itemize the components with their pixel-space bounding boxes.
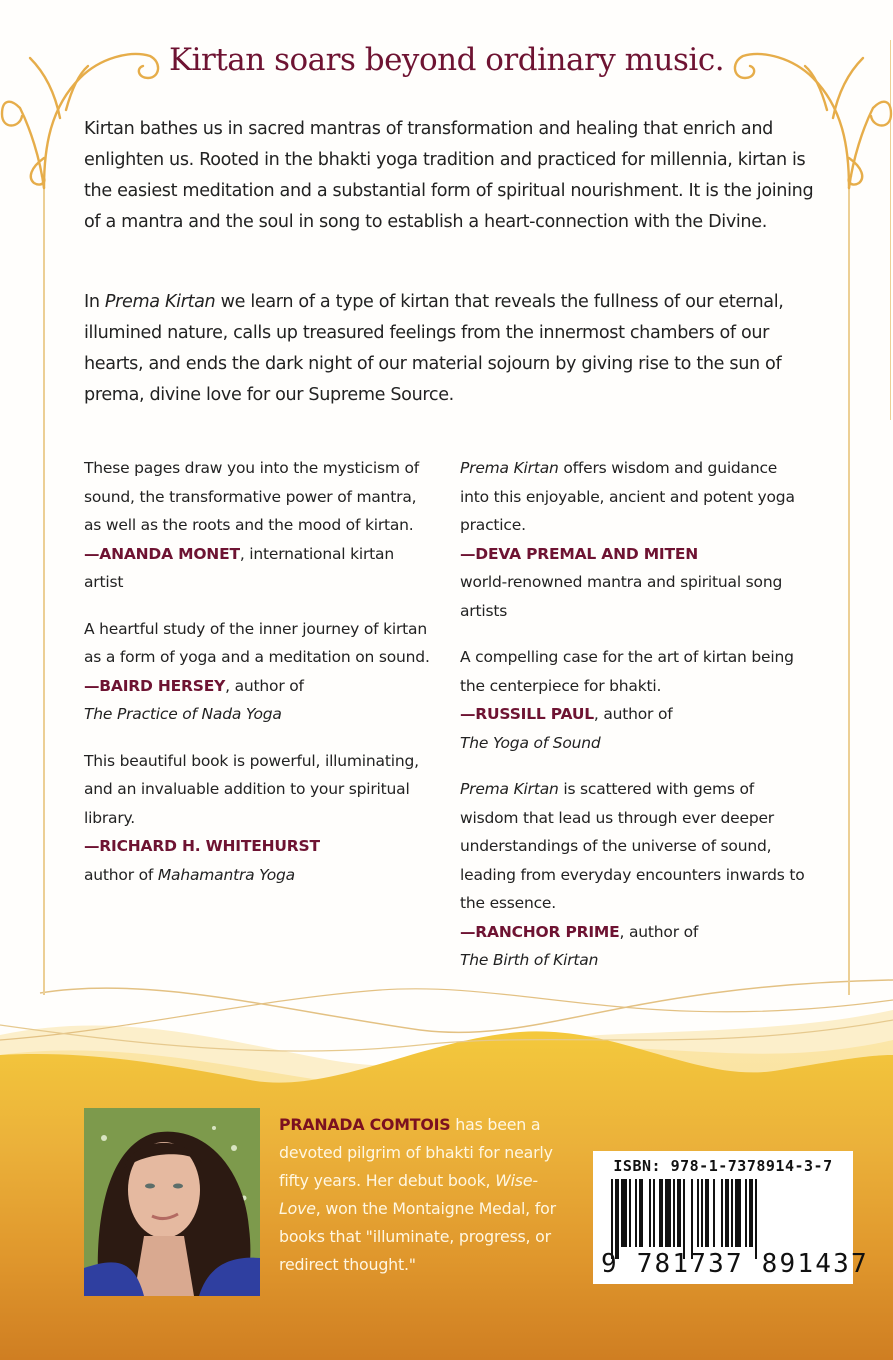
endorser-credit: world-renowned mantra and spiritual song artists	[460, 573, 783, 620]
endorsement-text	[460, 775, 810, 918]
endorsements-right-column	[460, 454, 810, 993]
endorser-name: —RUSSILL PAUL	[460, 705, 594, 723]
endorsement	[460, 454, 810, 625]
barcode-bar	[691, 1179, 693, 1259]
endorsement	[84, 454, 434, 597]
barcode-bar	[649, 1179, 651, 1247]
endorser-book-title: Mahamantra Yoga	[157, 865, 295, 884]
barcode-bar	[677, 1179, 681, 1247]
author-portrait-illustration	[84, 1108, 260, 1296]
barcode-bar	[697, 1179, 699, 1247]
author-bio-text-1: has been a devoted pilgrim of bhakti for nearly fifty years. Her debut book,	[279, 1115, 553, 1190]
intro-paragraph-1-text: Kirtan bathes us in sacred mantras of transformation and healing that enrich and enlighten us. Rooted in the bhakti yoga tradition and practiced for millennia, kirtan is the easiest meditation and a substantial form of spiritual nourishment. It is the joining of a mantra and the soul in song to establish a heart-connection with the Divine.	[84, 119, 814, 232]
intro-paragraph-2-text	[84, 287, 824, 411]
endorser-name: —BAIRD HERSEY	[84, 676, 226, 695]
barcode-bar	[639, 1179, 643, 1247]
frame-line-left	[43, 185, 45, 995]
endorsement-attribution	[460, 918, 810, 947]
barcode-bar	[635, 1179, 637, 1247]
barcode-bar	[659, 1179, 663, 1247]
book-title-italic: Prema Kirtan	[104, 292, 216, 312]
author-bio-text-2: , won the Montaigne Medal, for books that "illuminate, progress, or redirect thought."	[279, 1199, 556, 1274]
endorsement-attribution	[460, 700, 810, 729]
endorsement-attribution	[84, 540, 434, 597]
book-title-italic: Prema Kirtan	[460, 780, 559, 798]
endorsement	[460, 643, 810, 757]
author-photo	[84, 1108, 260, 1296]
endorser-book-title: The Practice of Nada Yoga	[84, 705, 282, 723]
endorsement-text: A heartful study of the inner journey of kirtan as a form of yoga and a meditation on sound.	[84, 619, 430, 666]
book-title-italic: Prema Kirtan	[460, 459, 559, 477]
barcode-bar	[725, 1179, 729, 1247]
barcode-bar	[735, 1179, 741, 1247]
endorser-credit: , author of	[619, 922, 699, 941]
frame-line-right	[848, 185, 850, 995]
intro-paragraph-2	[84, 287, 824, 411]
endorsement	[460, 775, 810, 975]
endorsement-attribution	[84, 832, 434, 861]
author-book-title: Wise-Love	[279, 1171, 538, 1218]
barcode-bar	[629, 1179, 631, 1247]
endorser-name: —ANANDA MONET	[84, 544, 240, 563]
intro-p2-prefix: In	[84, 292, 105, 312]
barcode-bar	[621, 1179, 627, 1247]
endorser-book	[84, 700, 434, 729]
barcode-bar	[611, 1179, 613, 1259]
endorsement-text	[460, 454, 810, 540]
endorser-credit: , author of	[225, 676, 304, 695]
barcode-bar	[653, 1179, 655, 1247]
cover-heading: Kirtan soars beyond ordinary music.	[168, 42, 725, 78]
endorser-name: —DEVA PREMAL AND MITEN	[460, 544, 699, 563]
barcode-bar	[721, 1179, 723, 1247]
endorser-book-title: The Birth of Kirtan	[460, 951, 599, 969]
barcode-digits: 9 781737 891437	[601, 1249, 869, 1279]
endorsement	[84, 615, 434, 729]
barcode-bar	[731, 1179, 733, 1247]
barcode-bar	[665, 1179, 671, 1247]
barcode-bar	[713, 1179, 715, 1247]
barcode-bar	[755, 1179, 757, 1259]
barcode-bar	[749, 1179, 753, 1247]
intro-p2-rest: we learn of a type of kirtan that reveals the fullness of our eternal, illumined nature, calls up treasured feelings from the innermost chambers of our hearts, and ends the dark night of our material sojourn by giving rise to the sun of prema, divine love for our Supreme Source.	[84, 292, 784, 405]
barcode-bar	[673, 1179, 675, 1247]
endorser-credit: author of	[84, 865, 158, 884]
endorser-book	[460, 946, 810, 975]
isbn-label: ISBN: 978-1-7378914-3-7	[613, 1157, 833, 1175]
barcode-bar	[615, 1179, 619, 1259]
endorsements-left-column	[84, 454, 434, 907]
endorser-credit-line	[84, 861, 434, 890]
endorser-name: —RICHARD H. WHITEHURST	[84, 837, 320, 855]
endorser-name: —RANCHOR PRIME	[460, 922, 620, 941]
author-bio	[279, 1111, 564, 1279]
isbn-barcode	[593, 1151, 869, 1284]
endorsement-text-body: offers wisdom and guidance into this enjoyable, ancient and potent yoga practice.	[460, 459, 795, 534]
endorsement-text-body: is scattered with gems of wisdom that lead us through ever deeper understandings of the universe of sound, leading from everyday encounters inwards to the essence.	[460, 780, 805, 912]
barcode-bar	[701, 1179, 703, 1247]
endorser-book	[460, 729, 810, 758]
endorsement-attribution	[84, 672, 434, 701]
endorsement-text: These pages draw you into the mysticism of sound, the transformative power of mantra, as well as the roots and the mood of kirtan.	[84, 459, 419, 534]
author-name: PRANADA COMTOIS	[279, 1115, 451, 1134]
barcode-bar	[745, 1179, 747, 1247]
intro-paragraph-1	[84, 114, 824, 238]
endorsement-text: A compelling case for the art of kirtan being the centerpiece for bhakti.	[460, 648, 794, 695]
endorsement-text: This beautiful book is powerful, illuminating, and an invaluable addition to your spiritual library.	[84, 751, 419, 827]
endorser-credit: , international kirtan artist	[84, 544, 394, 591]
endorser-credit: , author of	[593, 705, 673, 723]
barcode-bar	[705, 1179, 709, 1247]
endorsement	[84, 747, 434, 890]
barcode-bars	[603, 1179, 843, 1259]
endorser-book-title: The Yoga of Sound	[460, 733, 601, 752]
barcode-bar	[683, 1179, 685, 1259]
